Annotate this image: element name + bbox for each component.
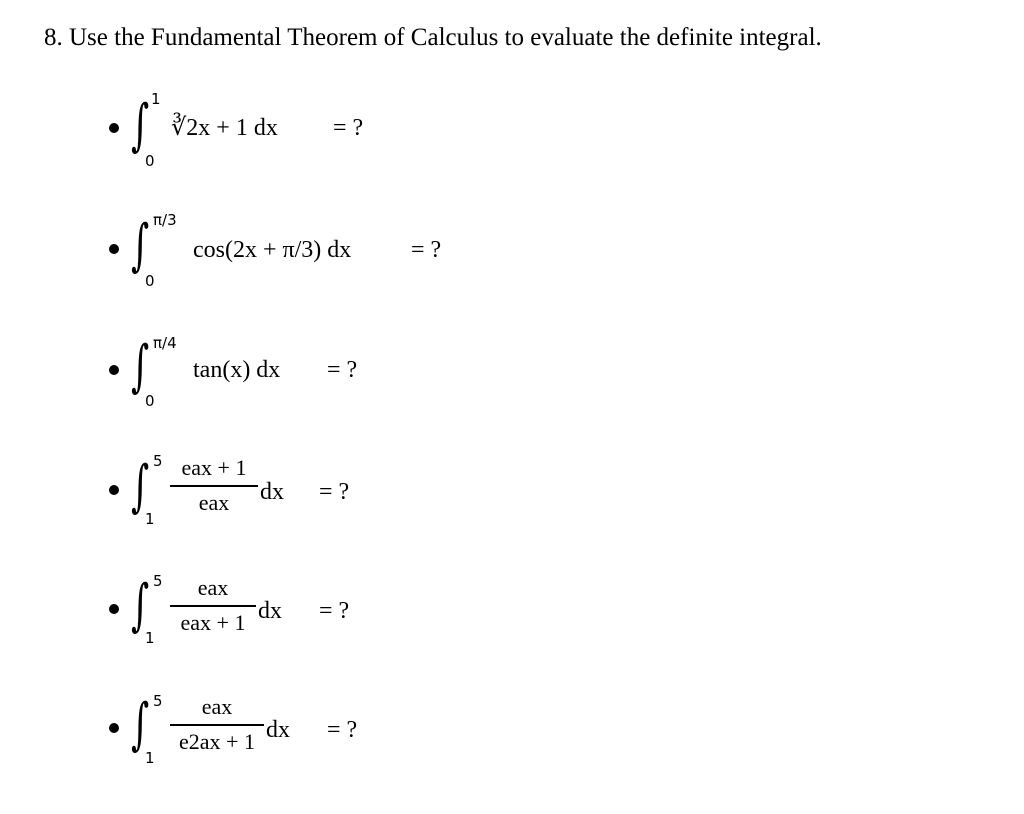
integral-lower-limit: 1 bbox=[145, 629, 155, 647]
fraction-numerator: eax bbox=[197, 575, 229, 600]
integral-item-2 bbox=[0, 200, 1024, 300]
bullet-icon bbox=[109, 365, 119, 375]
answer-placeholder: = ? bbox=[333, 115, 364, 141]
fraction-numerator: eax bbox=[201, 694, 233, 719]
integral-lower-limit: 0 bbox=[145, 392, 155, 410]
bullet-icon bbox=[109, 723, 119, 733]
integral-upper-limit: π/4 bbox=[153, 334, 177, 352]
fraction-bar bbox=[170, 485, 258, 487]
bullet-icon bbox=[109, 244, 119, 254]
fraction bbox=[170, 577, 256, 634]
fraction-bar bbox=[170, 724, 264, 726]
integral-upper-limit: 5 bbox=[153, 692, 163, 710]
integral-item-3 bbox=[0, 325, 1024, 425]
answer-placeholder: = ? bbox=[327, 357, 358, 383]
bullet-icon bbox=[109, 485, 119, 495]
fraction bbox=[170, 696, 264, 753]
fraction-denominator: eax bbox=[198, 489, 230, 515]
integral-upper-limit: 5 bbox=[153, 572, 163, 590]
integral-upper-limit: π/3 bbox=[153, 211, 177, 229]
bullet-icon bbox=[109, 123, 119, 133]
differential: dx bbox=[266, 717, 290, 743]
integral-lower-limit: 0 bbox=[145, 272, 155, 290]
integral-sign: ∫ bbox=[131, 692, 150, 757]
integral-lower-limit: 0 bbox=[145, 152, 155, 170]
question-heading: 8. Use the Fundamental Theorem of Calculus to evaluate the definite integral. bbox=[44, 24, 822, 51]
integral-upper-limit: 5 bbox=[153, 452, 163, 470]
integrand: tan(x) dx bbox=[193, 357, 281, 383]
integrand: ∛2x + 1 dx bbox=[171, 115, 278, 141]
integral-item-5 bbox=[0, 562, 1024, 662]
differential: dx bbox=[260, 479, 284, 505]
differential: dx bbox=[258, 598, 282, 624]
fraction-numerator: eax + 1 bbox=[181, 455, 247, 480]
answer-placeholder: = ? bbox=[411, 237, 442, 263]
integral-upper-limit: 1 bbox=[151, 90, 161, 108]
answer-placeholder: = ? bbox=[319, 479, 350, 505]
answer-placeholder: = ? bbox=[319, 598, 350, 624]
integral-item-4 bbox=[0, 443, 1024, 543]
fraction-denominator: e2ax + 1 bbox=[179, 728, 255, 754]
integral-lower-limit: 1 bbox=[145, 510, 155, 528]
fraction-bar bbox=[170, 605, 256, 607]
integral-item-6 bbox=[0, 682, 1024, 782]
bullet-icon bbox=[109, 604, 119, 614]
integral-sign: ∫ bbox=[131, 213, 150, 278]
answer-placeholder: = ? bbox=[327, 717, 358, 743]
integral-lower-limit: 1 bbox=[145, 749, 155, 767]
integral-sign: ∫ bbox=[131, 334, 150, 399]
integral-item-1 bbox=[0, 80, 1024, 180]
fraction-denominator: eax + 1 bbox=[180, 609, 246, 635]
integrand: cos(2x + π/3) dx bbox=[193, 237, 352, 263]
fraction bbox=[170, 457, 258, 514]
integral-sign: ∫ bbox=[131, 454, 150, 519]
integral-sign: ∫ bbox=[131, 573, 150, 638]
integral-sign: ∫ bbox=[131, 93, 150, 158]
